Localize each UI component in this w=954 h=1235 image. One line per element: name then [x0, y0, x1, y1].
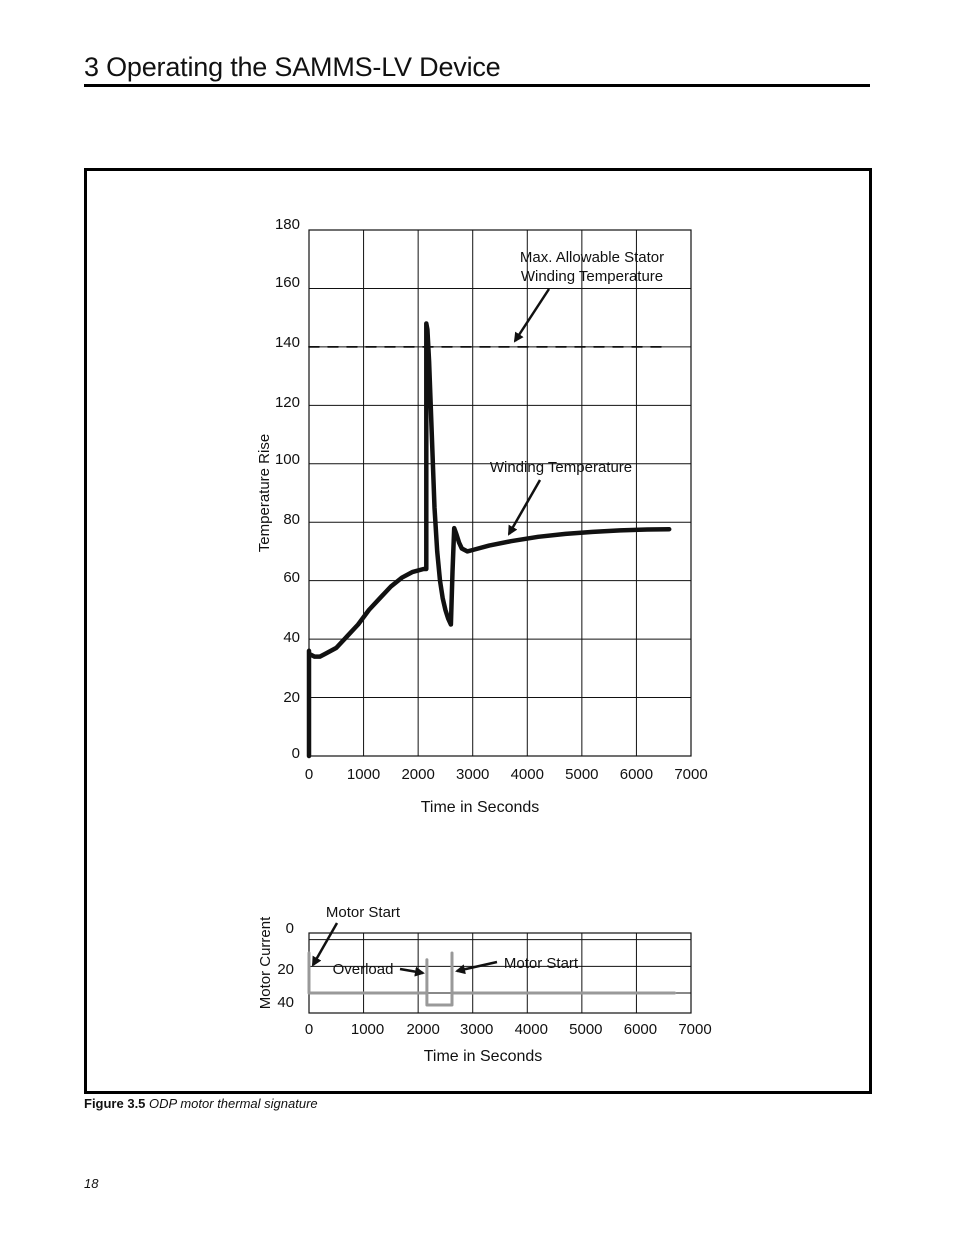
y-tick-label: 160: [274, 274, 300, 291]
x-tick-label: 4000: [510, 766, 544, 783]
section-title: 3 Operating the SAMMS-LV Device: [84, 52, 501, 82]
x-tick-label: 2000: [406, 1021, 440, 1038]
x-axis-label: Time in Seconds: [420, 799, 540, 816]
annotation-label: Overload: [332, 961, 394, 978]
y-tick-label: 20: [277, 961, 294, 978]
y-axis-label: Motor Current: [257, 916, 274, 1010]
annotation-arrow: [509, 480, 540, 534]
x-tick-label: 2000: [401, 766, 435, 783]
annotation-label: Winding Temperature: [489, 459, 633, 476]
x-tick-label: 7000: [674, 766, 708, 783]
y-tick-label: 40: [283, 629, 300, 646]
title-rule: [84, 84, 870, 87]
x-tick-label: 1000: [346, 766, 381, 783]
x-tick-label: 5000: [569, 1021, 603, 1038]
x-axis-label: Time in Seconds: [423, 1048, 543, 1065]
motor-current-chart: [257, 904, 712, 1065]
series-line-winding-temperature: [309, 324, 669, 757]
y-tick-label: 100: [274, 451, 300, 468]
x-tick-label: 1000: [350, 1021, 385, 1038]
y-tick-label: 20: [283, 689, 300, 706]
x-tick-label: 3000: [456, 766, 490, 783]
y-tick-label: 0: [285, 920, 294, 937]
page-number: 18: [84, 1176, 99, 1191]
annotation-label: Motor Start: [503, 955, 579, 972]
y-axis-label: Temperature Rise: [256, 433, 273, 553]
y-tick-label: 60: [283, 569, 300, 586]
temperature-chart: [256, 216, 708, 816]
annotation-label: Max. Allowable Stator: [519, 249, 665, 266]
y-tick-label: 180: [274, 216, 300, 233]
figure-frame: [84, 168, 872, 1094]
x-tick-label: 0: [304, 1021, 314, 1038]
figure-svg: [87, 171, 869, 1091]
annotation-arrow: [515, 289, 549, 341]
figure-caption-text: ODP motor thermal signature: [149, 1096, 318, 1111]
x-tick-label: 0: [304, 766, 314, 783]
x-tick-label: 6000: [623, 1021, 658, 1038]
y-tick-label: 0: [291, 745, 300, 762]
y-tick-label: 120: [274, 394, 300, 411]
annotation-arrow: [313, 923, 337, 965]
x-tick-label: 4000: [514, 1021, 548, 1038]
plot-border: [309, 230, 691, 756]
y-tick-label: 80: [283, 511, 300, 528]
x-tick-label: 3000: [460, 1021, 494, 1038]
figure-label: Figure 3.5: [84, 1096, 146, 1111]
y-tick-label: 140: [274, 334, 300, 351]
x-tick-label: 7000: [678, 1021, 712, 1038]
x-tick-label: 5000: [565, 766, 599, 783]
annotation-label: Motor Start: [325, 904, 401, 921]
y-tick-label: 40: [277, 994, 294, 1011]
annotation-label: Winding Temperature: [520, 268, 664, 285]
figure-caption: [84, 1096, 318, 1111]
annotation-arrow: [400, 969, 423, 973]
x-tick-label: 6000: [619, 766, 654, 783]
